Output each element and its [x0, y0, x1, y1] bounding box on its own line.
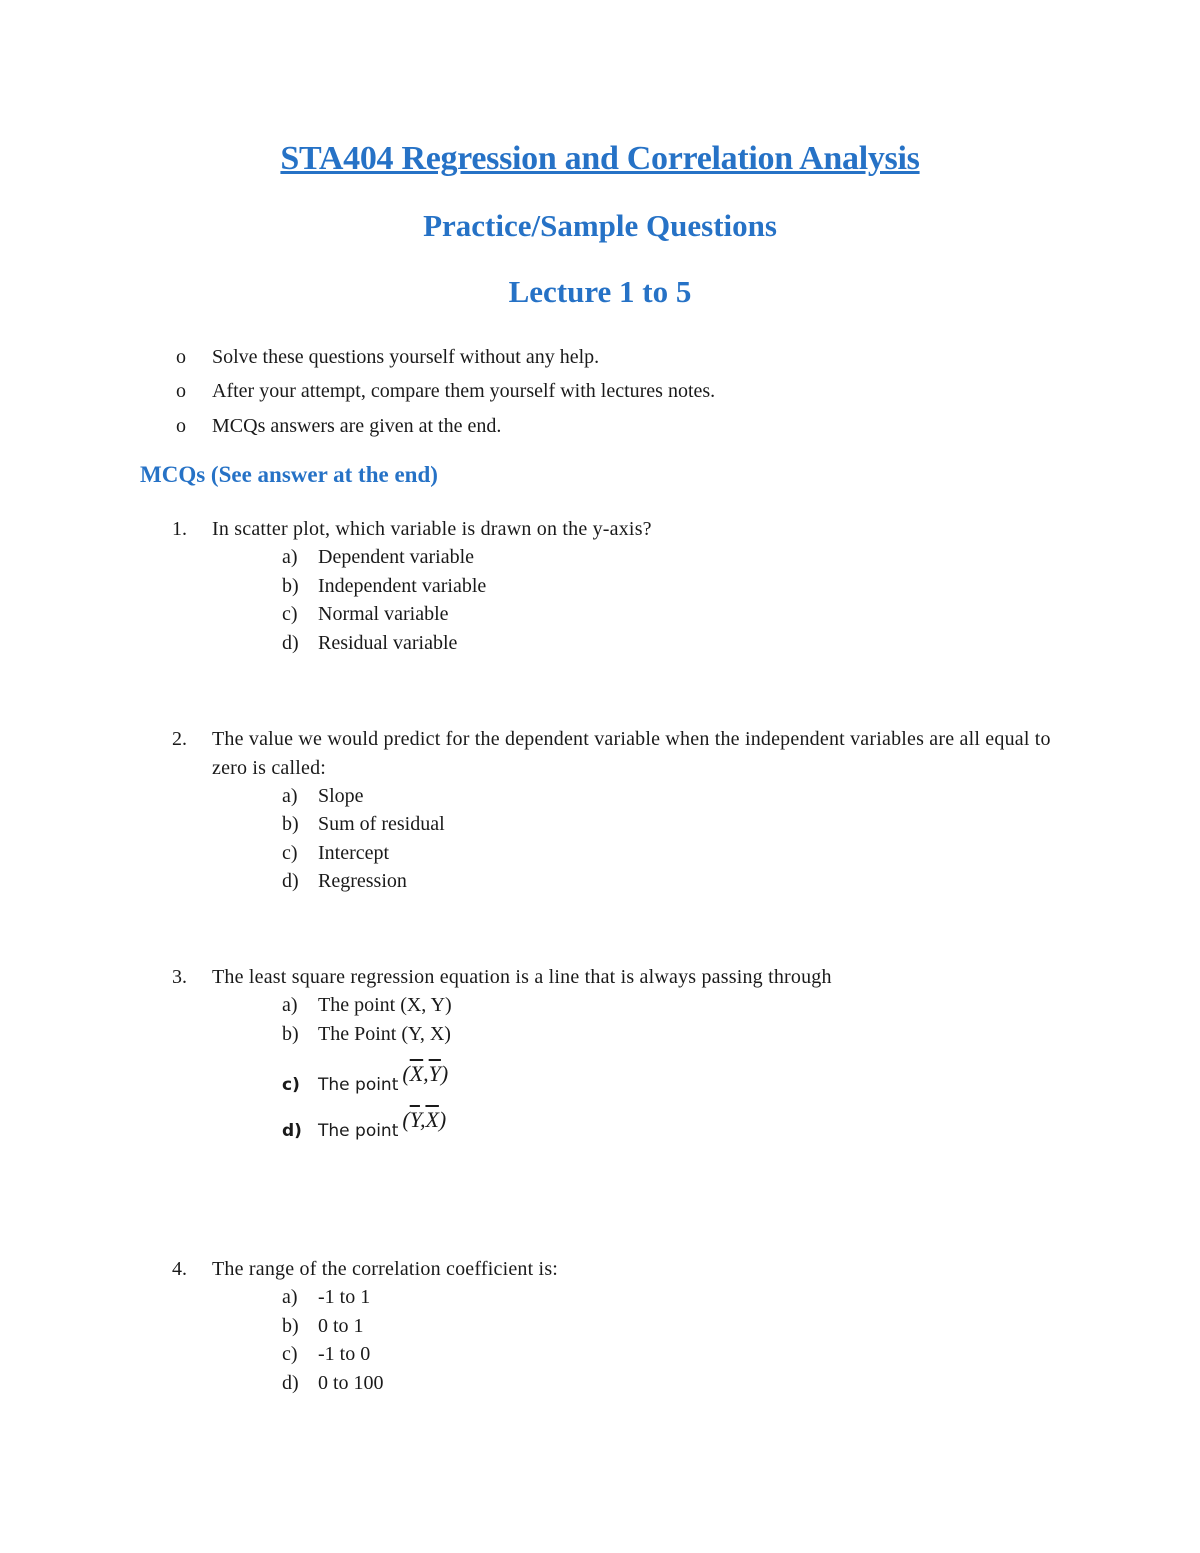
option [282, 629, 1052, 658]
math-mean-symbol: $\overline{Y}$ [428, 1060, 441, 1086]
option-text: 0 to 100 [318, 1371, 384, 1394]
option-letter: c) [282, 603, 298, 626]
option-text: 0 to 1 [318, 1314, 364, 1337]
question-text: In scatter plot, which variable is drawn on the y-axis? [212, 518, 652, 540]
math-mean-symbol: $\overline{Y}$ [409, 1106, 420, 1132]
option [282, 601, 1052, 630]
question-1 [172, 515, 1052, 658]
option [282, 544, 1052, 573]
option [282, 1312, 1052, 1341]
option [282, 1049, 1052, 1095]
option-letter: d) [282, 631, 299, 654]
question-number: 2. [172, 728, 187, 750]
bullet-icon: o [176, 345, 186, 368]
option-letter: b) [282, 1022, 299, 1045]
option-letter: c) [282, 1074, 300, 1095]
option-list [282, 544, 1052, 658]
option-letter: c) [282, 1343, 298, 1366]
question-text: The least square regression equation is a line that is always passing through [212, 966, 832, 988]
question-text: The value we would predict for the dependent variable when the independent variables are all equal to zero is called: [212, 728, 1051, 779]
option [282, 992, 1052, 1021]
question-number: 3. [172, 966, 187, 988]
instruction-text: After your attempt, compare them yourself with lectures notes. [212, 380, 716, 403]
option [282, 1095, 1052, 1141]
option [282, 839, 1052, 868]
question-2 [172, 725, 1052, 896]
option-text: Slope [318, 784, 364, 807]
option-letter: d) [282, 1120, 302, 1141]
option-text: Intercept [318, 841, 390, 864]
option-letter: a) [282, 546, 298, 569]
option-letter: a) [282, 1286, 298, 1309]
option [282, 1369, 1052, 1398]
option [282, 782, 1052, 811]
document-title: STA404 Regression and Correlation Analysis [280, 140, 920, 177]
question-text: The range of the correlation coefficient is: [212, 1258, 559, 1280]
lecture-range: Lecture 1 to 5 [508, 274, 692, 309]
instruction-text: Solve these questions yourself without any help. [212, 345, 600, 368]
option-letter: a) [282, 994, 298, 1017]
option-letter: b) [282, 813, 299, 836]
document-subtitle: Practice/Sample Questions [423, 208, 777, 243]
option-list [282, 782, 1052, 896]
option-letter: d) [282, 870, 299, 893]
math-expression: $(\overline{X},\overline{Y})$ [402, 1060, 449, 1086]
question-number: 1. [172, 518, 187, 540]
option [282, 1284, 1052, 1313]
option [282, 811, 1052, 840]
option-letter: a) [282, 784, 298, 807]
option-text: The point (X, Y) [318, 994, 452, 1017]
option-text: The point [318, 1120, 399, 1141]
option-text: The point [318, 1074, 399, 1095]
option-letter: d) [282, 1371, 299, 1394]
instruction-list [176, 340, 715, 444]
math-mean-symbol: $\overline{X}$ [425, 1106, 439, 1132]
option-text: Regression [318, 870, 407, 893]
option-text: Dependent variable [318, 546, 475, 569]
option-letter: b) [282, 574, 299, 597]
option [282, 868, 1052, 897]
question-3 [172, 963, 1052, 1141]
option-text: Independent variable [318, 574, 487, 597]
option-text: Sum of residual [318, 813, 445, 836]
question-number: 4. [172, 1258, 187, 1280]
option-text: Residual variable [318, 631, 458, 654]
option [282, 1020, 1052, 1049]
bullet-icon: o [176, 414, 186, 437]
option [282, 1341, 1052, 1370]
option-list [282, 992, 1052, 1141]
option-letter: b) [282, 1314, 299, 1337]
instruction-item [176, 375, 715, 410]
question-4 [172, 1255, 1052, 1398]
math-mean-symbol: $\overline{X}$ [409, 1060, 424, 1086]
instruction-item [176, 409, 715, 444]
math-expression: $(\overline{Y},\overline{X})$ [402, 1106, 447, 1132]
option-letter: c) [282, 841, 298, 864]
option-text: -1 to 0 [318, 1343, 371, 1366]
option-text: -1 to 1 [318, 1286, 371, 1309]
instruction-text: MCQs answers are given at the end. [212, 414, 502, 437]
section-heading: MCQs (See answer at the end) [140, 462, 438, 487]
bullet-icon: o [176, 380, 186, 403]
option-text: Normal variable [318, 603, 449, 626]
option-text: The Point (Y, X) [318, 1022, 451, 1045]
option-list [282, 1284, 1052, 1398]
option [282, 572, 1052, 601]
instruction-item [176, 340, 715, 375]
